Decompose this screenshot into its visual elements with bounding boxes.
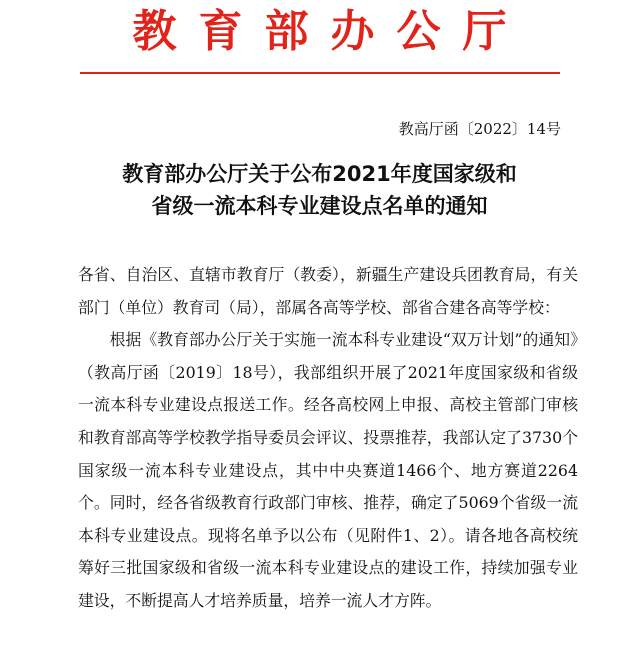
title-line-1: 教育部办公厅关于公布2021年度国家级和 (122, 162, 517, 186)
document-number: 教高厅函〔2022〕14号 (398, 120, 561, 138)
document-title (0, 158, 639, 222)
body-paragraph-1: 根据《教育部办公厅关于实施一流本科专业建设“双万计划”的通知》（教高厅函〔2019〕18号），我部组织开展了2021年度国家级和省级一流本科专业建设点报送工作。经各高校网上申报、高校主管部门审核和教育部高等学校教学指导委员会评议、投票推荐，我部认定了3730个国家级一流本科专业建设点，其中中央赛道1466个、地方赛道2264个。同时，经各省级教育行政部门审核、推荐，确定了5069个省级一流本科专业建设点。现将名单予以公布（见附件1、2）。请各地各高校统筹好三批国家级和省级一流本科专业建设点的建设工作，持续加强专业建设，不断提高人才培养质量，培养一流人才方阵。 (78, 330, 578, 610)
document-body (78, 259, 578, 618)
letterhead-org-name: 教育部办公厅 (132, 6, 529, 57)
salutation: 各省、自治区、直辖市教育厅（教委），新疆生产建设兵团教育局，有关部门（单位）教育司（局），部属各高等学校、部省合建各高等学校： (78, 265, 578, 317)
letterhead-red-rule (80, 72, 560, 74)
title-line-2: 省级一流本科专业建设点名单的通知 (151, 194, 488, 218)
